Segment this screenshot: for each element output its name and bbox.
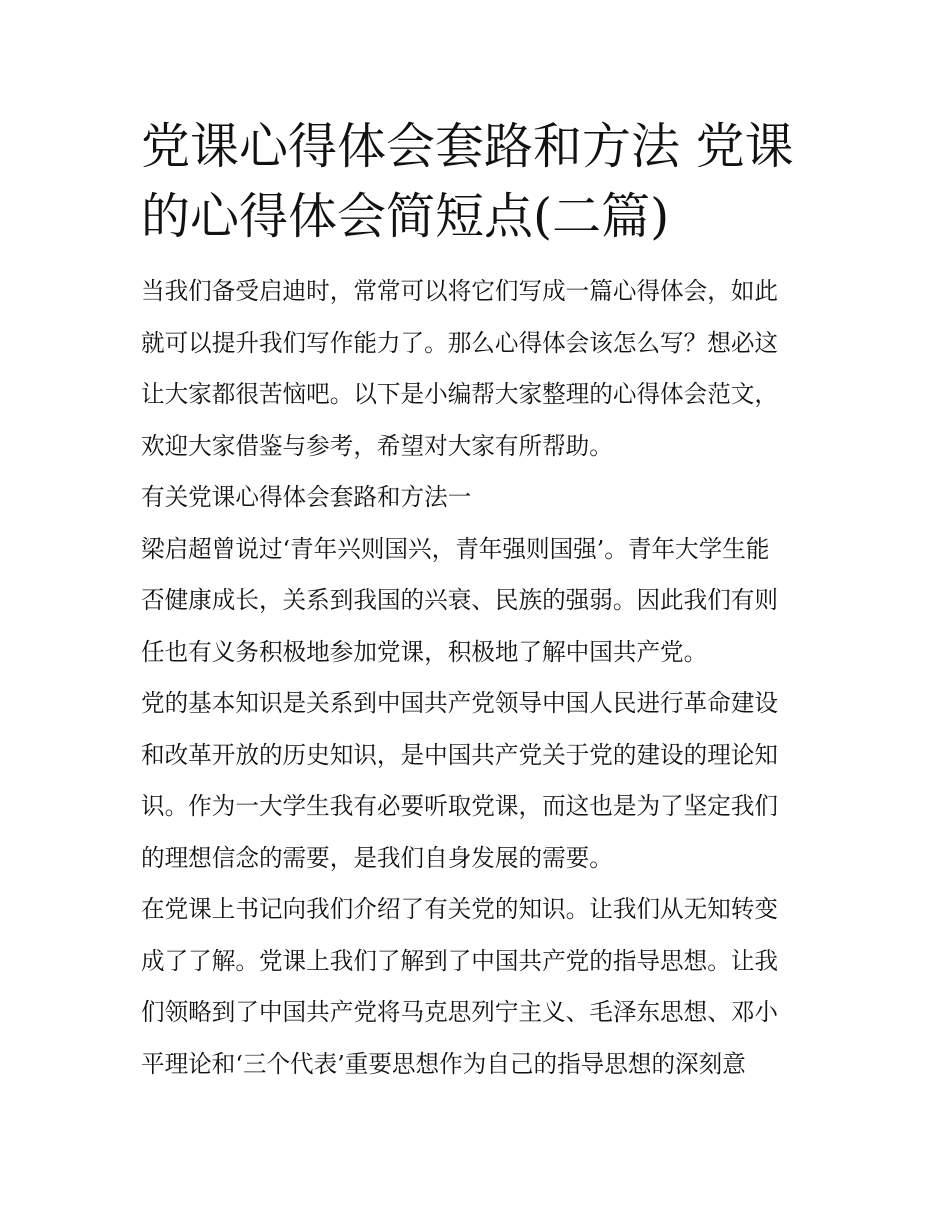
- text-line: 们领略到了中国共产党将马克思列宁主义、毛泽东思想、邓小: [141, 998, 779, 1026]
- text-line: 和改革开放的历史知识，是中国共产党关于党的建设的理论知: [141, 740, 779, 769]
- text-line: 梁启超曾说过‘青年兴则国兴，青年强则国强’。青年大学生能: [141, 534, 770, 563]
- text-line: 在党课上书记向我们介绍了有关党的知识。让我们从无知转变: [141, 895, 779, 923]
- text-line: 任也有义务积极地参加党课，积极地了解中国共产党。: [141, 637, 708, 666]
- text-line: 党的基本知识是关系到中国共产党领导中国人民进行革命建设: [141, 689, 779, 717]
- text-line: 的理想信念的需要，是我们自身发展的需要。: [141, 843, 613, 872]
- title-line: 党课心得体会套路和方法 党课: [141, 118, 794, 175]
- body-paragraph: [141, 884, 813, 1090]
- text-line: 当我们备受启迪时，常常可以将它们写成一篇心得体会，如此: [141, 277, 779, 305]
- text-line: 成了了解。党课上我们了解到了中国共产党的指导思想。让我: [141, 946, 779, 975]
- intro-paragraph: [141, 266, 813, 472]
- body-paragraph: [141, 678, 813, 884]
- document-content: [141, 112, 813, 1090]
- text-line: 平理论和‘三个代表’重要思想作为自己的指导思想的深刻意: [141, 1049, 746, 1078]
- section-heading: [141, 472, 813, 524]
- text-line: 让大家都很苦恼吧。以下是小编帮大家整理的心得体会范文，: [141, 380, 779, 408]
- text-line: 有关党课心得体会套路和方法一: [141, 483, 472, 511]
- text-line: 就可以提升我们写作能力了。那么心得体会该怎么写？想必这: [141, 328, 779, 357]
- text-line: 识。作为一大学生我有必要听取党课，而这也是为了坚定我们: [141, 792, 779, 820]
- document-title: [141, 112, 813, 252]
- text-line: 否健康成长，关系到我国的兴衰、民族的强弱。因此我们有则: [141, 586, 779, 614]
- body-paragraph: [141, 524, 813, 679]
- title-line: 的心得体会简短点(二篇): [141, 188, 670, 245]
- text-line: 欢迎大家借鉴与参考，希望对大家有所帮助。: [141, 431, 613, 460]
